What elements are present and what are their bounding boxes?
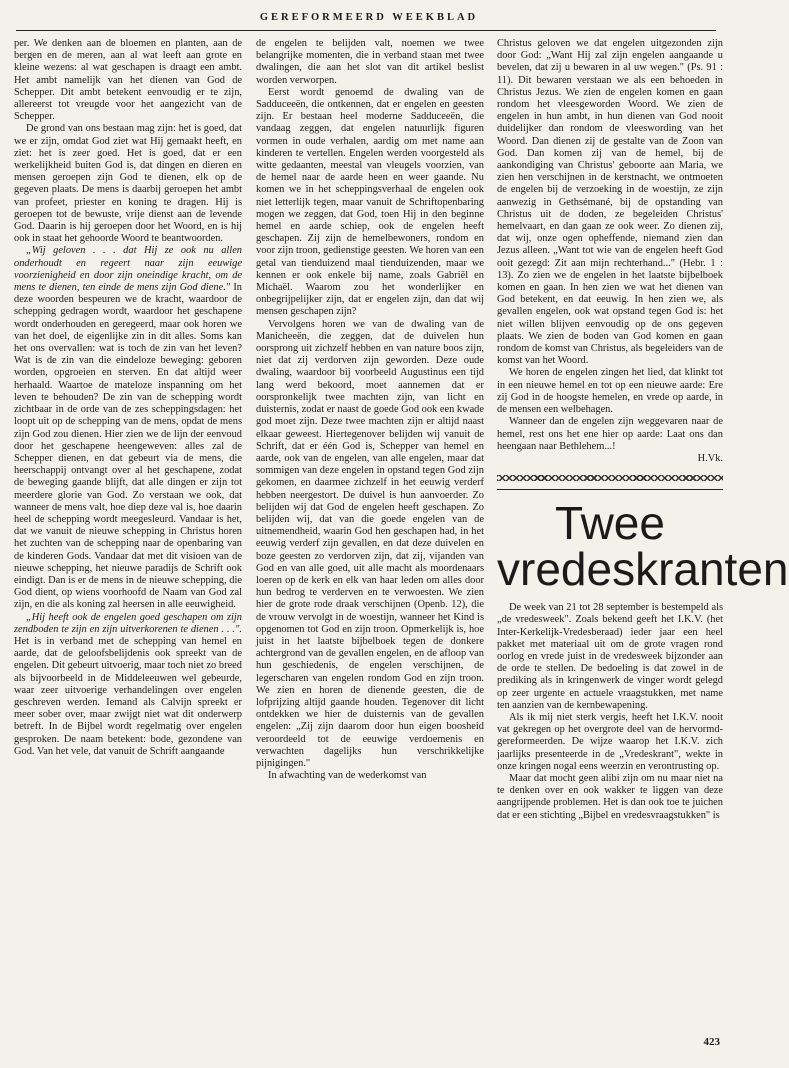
paragraph: De grond van ons bestaan mag zijn: het is goed, dat we er zijn, omdat God ziet wat Hij gemaakt heeft, en ziet: het is zeer goed. Het is goed, dat er een werkelijkheid buiten God is, dat dingen en dieren en mensen geroepen zijn God te dienen, elk op de gegeven plaats. De mens is daarbij geroepen het ambt van profeet, priester en koning te dragen. Hij is geroepen tot de bewuste, vrije dienst aan de levende God. Daarin is hij geroepen door het Woord, en is hij ook in staat het gehoorde Woord te beantwoorden. bbox=[14, 123, 242, 245]
zigzag-divider bbox=[497, 475, 723, 481]
paragraph: In afwachting van de wederkomst van bbox=[268, 770, 427, 782]
paragraph-text: Het is in verband met de schepping van hemel en aarde, dat de geloofsbelijdenis ook spreekt van de engelen. Dit gebeurt uitvoerig, maar toch niet zo breed als bijvoorbeeld in de Middeleeuwen wel gebeurde, waar zeer uitvoerige verhandelingen over engelen geschreven werden. Iemand als Calvijn spreekt er meer sober over, maar zwijgt niet wat dit onderwerp betreft. In de Bijbel wordt regelmatig over engelen gesproken. De naam betekent: bode, gezondene van God. Van het vele, dat vanuit de Schrift aangaande bbox=[14, 635, 242, 757]
paragraph: per. We denken aan de bloemen en planten, aan de bergen en de meren, aan al wat leeft aan grote en kleine wezens: al wat geschapen is draagt een ambt. Het ambt namelijk van het dienen van God de Schepper. Dit ambt betekent eenvoudig er te zijn, allereerst tot vreugde voor het aangezicht van de Schepper. bbox=[14, 38, 242, 123]
paragraph: Eerst wordt genoemd de dwaling van de Sadduceeën, die ontkennen, dat er engelen en geesten zijn. Er bestaan heel moderne Sadduceeën, die vandaag zeggen, dat engelen natuurlijk figuren vormen in oude verhalen, aardig om met name aan kinderen te vertellen. Engelen werden voorgesteld als witte gedaanten, meestal van vleugels voorzien, van de hemel naar de aarde heen en weer gaande. Nu komen we in het scheppingsverhaal de engelen ook niet letterlijk tegen, maar vanuit de Schriftopenbaring mogen we zeggen, dat God, toen Hij in den beginne hemel en aarde schiep, ook de engelen heeft geschapen. Zij zijn de hemelbewoners, rondom en voor zijn troon, gedienstige geesten. We horen van een getal van tienduizend maal tienduizenden, maar we kennen er ook enkele bij name, zoals Gabriël en Michaël. Waarom zou het wonderlijker en onbegrijpelijker zijn, dat er engelen zijn, dan dat wij mensen geschapen zijn? bbox=[256, 86, 484, 318]
quote: „Hij heeft ook de engelen goed geschapen om zijn zendboden te zijn en zijn uitverkorenen te dienen . . .". bbox=[14, 611, 242, 635]
paragraph: de engelen te belijden valt, noemen we twee belangrijke momenten, die in verband staan met twee dwalingen, die aan het slot van dit artikel beslist worden verworpen. bbox=[256, 38, 484, 86]
paragraph: Maar dat mocht geen alibi zijn om nu maar niet na te denken over en ook wakker te liggen van deze aangrijpende problemen. Het is dan ook toe te juichen dat er een stichting „Bijbel en vredesvraagstukken" is bbox=[497, 772, 723, 821]
paragraph: De week van 21 tot 28 september is bestempeld als „de vredesweek". Zoals bekend geeft het I.K.V. (het Inter-Kerkelijk-Vredesberaad) ieder jaar een heel pakket met materiaal uit om de grote vragen rond oorlog en vrede juist in de vredesweek bijzonder aan de orde te stellen. De bedoeling is dat zowel in de prediking als in kringenwerk de vinger wordt gelegd op zeer urgente en actuele vraagstukken, met name ten aanzien van de kernbewapening. bbox=[497, 602, 723, 711]
page-header: GEREFORMEERD WEEKBLAD bbox=[259, 12, 479, 23]
paragraph: Wanneer dan de engelen zijn weggevaren naar de hemel, rest ons het ene hier op aarde: Laat ons dan heengaan naar Bethlehem...! bbox=[497, 416, 723, 452]
paragraph bbox=[14, 245, 242, 611]
header-rule bbox=[16, 30, 716, 31]
paragraph: Christus geloven we dat engelen uitgezonden zijn door God: „Want Hij zal zijn engelen aangaande u bevelen, dat zij u bewaren in al uw wegen." (Ps. 91 : 11). Dit bewaren verstaan we als een behoeden in Christus Jezus. We zien de engelen komen en gaan rondom het vleesgeworden Woord. We zien de engelen in hun ambt, in hun dienen van God nooit duidelijker dan rondom de vleeswording van het Woord. Dan dienen zij de gestalte van de Zoon van God. Dan komen zij van de hemel, bij de aankondiging van Christus' geboorte aan Maria, we zien hen verschijnen in de kerstnacht, we ontmoeten de engelen bij de verzoeking in de woestijn, ze zijn aanwezig in Gethsémané, bij de opstanding van Christus uit de doden, ze begeleiden Christus' hemelvaart, en dan gaan ze ook weer. Zo dienen zij, dat wij, onze ogen opheffende, niemand zien dan Jezus alleen. „Want tot wie van de engelen heeft God ooit gezegd: Zit aan mijn rechterhand..." (Hebr. 1 : 13). Zo zien we de engelen in het laatste bijbelboek komen en gaan. In hen zien we wat het dienen van God betekent, en dat eeuwig. In hen zien we, als gevallen engelen, ook wat opstand tegen God is: het niet willen blijven eenvoudig op de ons gegeven plaats. We zien de boden van God komen en gaan rondom de komst van Christus, als begeleiders van de komst van het Woord. bbox=[497, 38, 723, 367]
paragraph-text: In deze woorden bespeuren we de kracht, waardoor de schepping gedragen wordt, waardoor het geschapene wordt onderhouden en geregeerd, maar ook horen we van het doel, de eigenlijke zin in dit alles. Soms kan het ons overvallen: wat is toch de zin van het leven? Wat is de zin van die eindeloze beweging: geboren worden, opgroeien en sterven. En dat altijd weer herhaald. Waartoe de mateloze inspanning om het leven te behouden? De zin van de schepping wordt zichtbaar in de orde van de zes scheppingsdagen: het loopt uit op de schepping van de mens, opdat de mens zijn God zou dienen. Hier zien we de lijn der eenvoud door het geschapene heengeweven: alles zal de Schepper dienen, en dat gebeurt via de mens, die heerschappij ontvangt over al het geschapene, zodat de beweging gaande blijft, dat alle dingen er zijn tot meerdere glorie van God. Zo verstaan we ook, dat wanneer de mens valt, hoe diep deze val is, hoe daarin heel de schepping wordt meegesleurd. Vandaar is het, dat we vanuit de nieuwe schepping in Christus horen het zuchten van de schepping naar de openbaring van de kinderen Gods. Vandaar dat met dit visioen van de nieuwe schepping, het nieuwe paradijs de Schrift ook eindigt. Dan is er de mens in de nieuwe schepping, die God dient, op wiens voorhoofd de Naam van God zal zijn, en die als koning zal heersen in alle eeuwigheid. bbox=[14, 282, 242, 611]
paragraph: Als ik mij niet sterk vergis, heeft het I.K.V. nooit vat gekregen op het overgrote deel van de hervormd-gereformeerden. De wijze waarop het I.K.V. zich jaarlijks presenteerde in de „Vredeskrant", wekte in onze kringen nogal eens weerzin en verontrusting op. bbox=[497, 711, 723, 772]
quote: „Wij geloven . . . dat Hij ze ook nu allen onderhoudt en regeert naar zijn eeuwige voorzienigheid en door zijn oneindige kracht, om de mens te dienen, ten einde de mens zijn God diene." bbox=[14, 245, 242, 294]
article-title: Twee vredeskranten bbox=[497, 489, 723, 592]
paragraph bbox=[14, 612, 242, 758]
column-3 bbox=[497, 38, 789, 822]
paragraph: Vervolgens horen we van de dwaling van de Manicheeën, die zeggen, dat de duivelen hun oorsprong uit zichzelf hebben en van nature boos zijn, niet dat zij verdorven zijn geworden. Deze oude dwaling, waardoor bij voorbeeld Augustinus een tijd lang werd bekoord, moet aannemen dat er oorspronkelijk twee machten zijn, van licht en duisternis, zodat er naast de goede God ook een kwade god moet zijn. Deze twee machten zijn er altijd naast elkaar geweest. Hiertegenover belijden wij vanuit de Schrift, dat er één God is, Schepper van hemel en aarde, ook van de engelen, van alle engelen, maar dat sommigen van deze engelen in opstand tegen God zijn gekomen, en daarmee zichzelf in het eeuwig verderf hebben neergestort. De duivel is hun aanvoerder. Zo belijden wij dat God de engelen heeft geschapen. Zo belijden wij, dat van die goede engelen van de uitnemendheid, waarin God hen geschapen had, in het eeuwig verderf zijn gevallen, en dat deze duivelen en boze geesten zo verdorven zijn, dat zij, vijanden van God en van alle goed, uit alle macht als moordenaars loeren op de kerk en elk van haar leden om alles door hun bedrog te verderven en te verwoesten. We zien hier de grote rode draak verschijnen (Openb. 12), die de vrouw vervolgt in de woestijn, wanneer het Kind is opgenomen tot God en zijn troon. Opmerkelijk is, hoe juist in het laatste bijbelboek tegen de donkere achtergrond van de gevallen engelen, en de afloop van hun geschiedenis, de engelen verschijnen, de legerscharen van engelen rondom God en zijn troon. We zien en horen de dienende geesten, die de lofprijzing altijd gaande houden. Tegenover dit licht ontdekken we hier de duisternis van de gevallen engelen: „Zij zijn daarom door hun eigen boosheid veroordeeld tot de eeuwige verdoemenis en verwachten dagelijks hun verschrikkelijke pijnigingen." bbox=[256, 318, 484, 769]
signature: H.Vk. bbox=[697, 452, 723, 464]
column-1 bbox=[14, 38, 242, 758]
column-2 bbox=[256, 38, 484, 782]
page-number: 423 bbox=[703, 1036, 720, 1048]
paragraph: We horen de engelen zingen het lied, dat klinkt tot in een nieuwe hemel en tot op een nieuwe aarde: Ere zij God in de hoogste hemelen, en vrede op aarde, in de mensen een welbehagen. bbox=[497, 367, 723, 416]
